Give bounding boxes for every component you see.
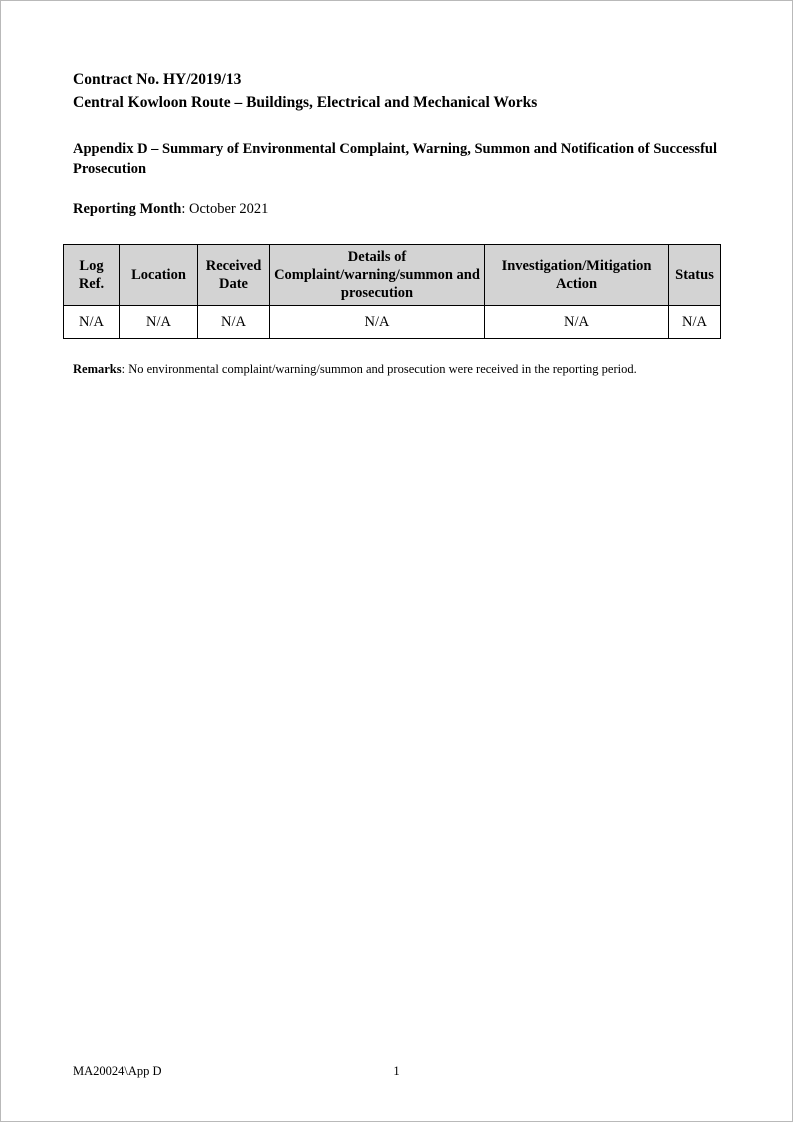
header-cell-investigation: Investigation/Mitigation Action bbox=[485, 245, 669, 306]
header-cell-log-ref: Log Ref. bbox=[64, 245, 120, 306]
remarks-text: : No environmental complaint/warning/summon and prosecution were received in the reporting period. bbox=[121, 362, 637, 377]
page-footer bbox=[1, 1063, 792, 1079]
reporting-month-label: Reporting Month bbox=[73, 201, 182, 218]
environmental-complaint-summary-table bbox=[63, 244, 721, 339]
cell-received-date: N/A bbox=[198, 306, 270, 339]
header-cell-received-date: Received Date bbox=[198, 245, 270, 306]
reporting-month bbox=[73, 201, 720, 218]
cell-investigation: N/A bbox=[485, 306, 669, 339]
reporting-month-value: : October 2021 bbox=[181, 201, 269, 218]
remarks-label: Remarks bbox=[73, 362, 122, 377]
cell-status: N/A bbox=[669, 306, 721, 339]
cell-details: N/A bbox=[270, 306, 485, 339]
contract-title: Central Kowloon Route – Buildings, Electrical and Mechanical Works bbox=[73, 94, 538, 112]
cell-log-ref: N/A bbox=[64, 306, 120, 339]
footer-page-number: 1 bbox=[393, 1064, 400, 1078]
footer-doc-ref: MA20024\App D bbox=[73, 1064, 162, 1078]
header-cell-location: Location bbox=[120, 245, 198, 306]
table-header-row bbox=[64, 245, 721, 306]
cell-location: N/A bbox=[120, 306, 198, 339]
table-row bbox=[64, 306, 721, 339]
header-cell-details: Details of Complaint/warning/summon and prosecution bbox=[270, 245, 485, 306]
header-cell-status: Status bbox=[669, 245, 721, 306]
remarks bbox=[73, 361, 720, 379]
document-title bbox=[73, 68, 720, 115]
contract-number: Contract No. HY/2019/13 bbox=[73, 71, 242, 88]
appendix-heading: Appendix D – Summary of Environmental Complaint, Warning, Summon and Notification of Successful Prosecution bbox=[73, 140, 717, 177]
page-content bbox=[1, 1, 792, 379]
